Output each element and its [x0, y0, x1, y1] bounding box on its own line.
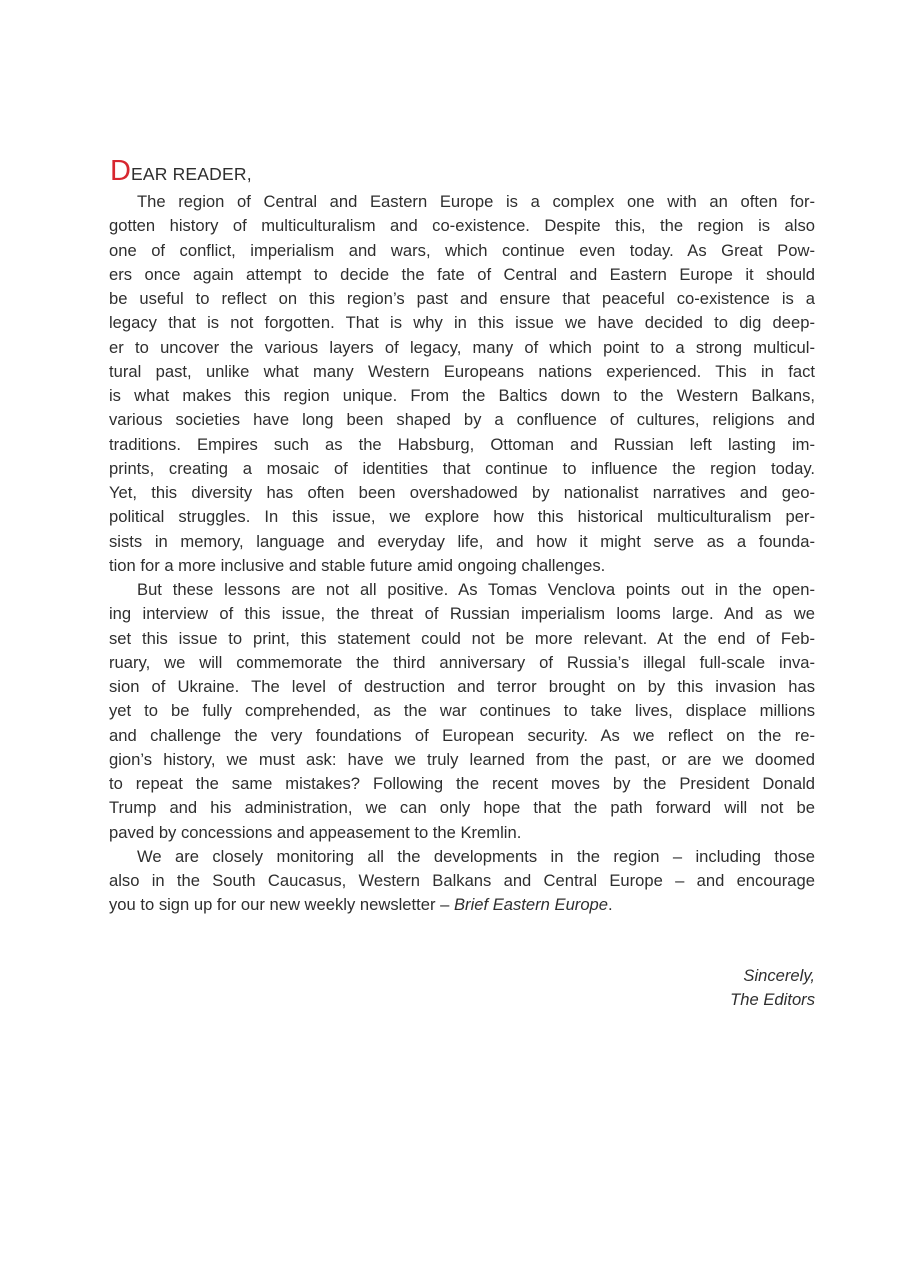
- text-line: one of conflict, imperialism and wars, which continue even today. As Great Pow-: [109, 240, 815, 260]
- text-line: We are closely monitoring all the developments in the region – including those: [137, 846, 815, 866]
- text-line: ing interview of this issue, the threat of Russian imperialism looms large. And as we: [109, 604, 815, 624]
- text-line: gotten history of multiculturalism and co-existence. Despite this, the region is also: [109, 216, 815, 236]
- paragraph: [109, 190, 815, 578]
- text-line: to repeat the same mistakes? Following the recent moves by the President Donald: [109, 774, 815, 793]
- text-line: [109, 893, 815, 917]
- text-line: gion’s history, we must ask: have we truly learned from the past, or are we doomed: [109, 749, 815, 769]
- text-line: is what makes this region unique. From the Baltics down to the Western Balkans,: [109, 386, 815, 405]
- text-line: prints, creating a mosaic of identities that continue to influence the region today.: [109, 458, 815, 478]
- line-text: .: [608, 895, 613, 915]
- text-line: tural past, unlike what many Western Europeans nations experienced. This in fact: [109, 361, 815, 381]
- closing: Sincerely,: [743, 966, 815, 985]
- text-line: and challenge the very foundations of European security. As we reflect on the re-: [109, 725, 815, 745]
- text-line: legacy that is not forgotten. That is why in this issue we have decided to dig deep-: [109, 313, 815, 333]
- text-line: Trump and his administration, we can only hope that the path forward will not be: [109, 798, 815, 818]
- newsletter-name: Brief Eastern Europe: [453, 895, 609, 915]
- text-line: traditions. Empires such as the Habsburg, Ottoman and Russian left lasting im-: [109, 434, 815, 454]
- text-line: tion for a more inclusive and stable future amid ongoing challenges.: [109, 555, 606, 575]
- paragraph: [109, 845, 815, 918]
- signoff: [730, 964, 815, 1013]
- text-line: political struggles. In this issue, we explore how this historical multiculturalism per-: [109, 507, 815, 527]
- text-line: The region of Central and Eastern Europe is a complex one with an often for-: [137, 192, 815, 211]
- heading-text: EAR READER,: [130, 164, 252, 184]
- heading-dropcap: D: [110, 155, 131, 187]
- text-line: sion of Ukraine. The level of destruction and terror brought on by this invasion has: [109, 677, 815, 696]
- paragraph: [109, 578, 815, 845]
- text-line: paved by concessions and appeasement to the Kremlin.: [109, 822, 522, 842]
- text-line: er to uncover the various layers of legacy, many of which point to a strong multicul-: [109, 337, 815, 357]
- line-text: you to sign up for our new weekly newsletter –: [109, 895, 454, 915]
- signature: The Editors: [730, 990, 815, 1010]
- letter-body: [109, 190, 815, 918]
- text-line: yet to be fully comprehended, as the war continues to take lives, displace millions: [109, 701, 815, 721]
- text-line: ruary, we will commemorate the third anniversary of Russia’s illegal full-scale inva-: [109, 652, 815, 672]
- text-line: But these lessons are not all positive. As Tomas Venclova points out in the open-: [137, 580, 815, 599]
- text-line: ers once again attempt to decide the fate of Central and Eastern Europe it should: [109, 264, 815, 284]
- text-line: set this issue to print, this statement could not be more relevant. At the end of Feb-: [109, 628, 815, 648]
- text-line: Yet, this diversity has often been overshadowed by nationalist narratives and geo-: [109, 483, 815, 502]
- text-line: various societies have long been shaped by a confluence of cultures, religions and: [109, 410, 815, 430]
- text-line: be useful to reflect on this region’s past and ensure that peaceful co-existence is a: [109, 289, 815, 308]
- letter-heading: [110, 156, 252, 187]
- text-line: also in the South Caucasus, Western Balkans and Central Europe – and encourage: [109, 871, 815, 890]
- text-line: sists in memory, language and everyday life, and how it might serve as a founda-: [109, 531, 815, 551]
